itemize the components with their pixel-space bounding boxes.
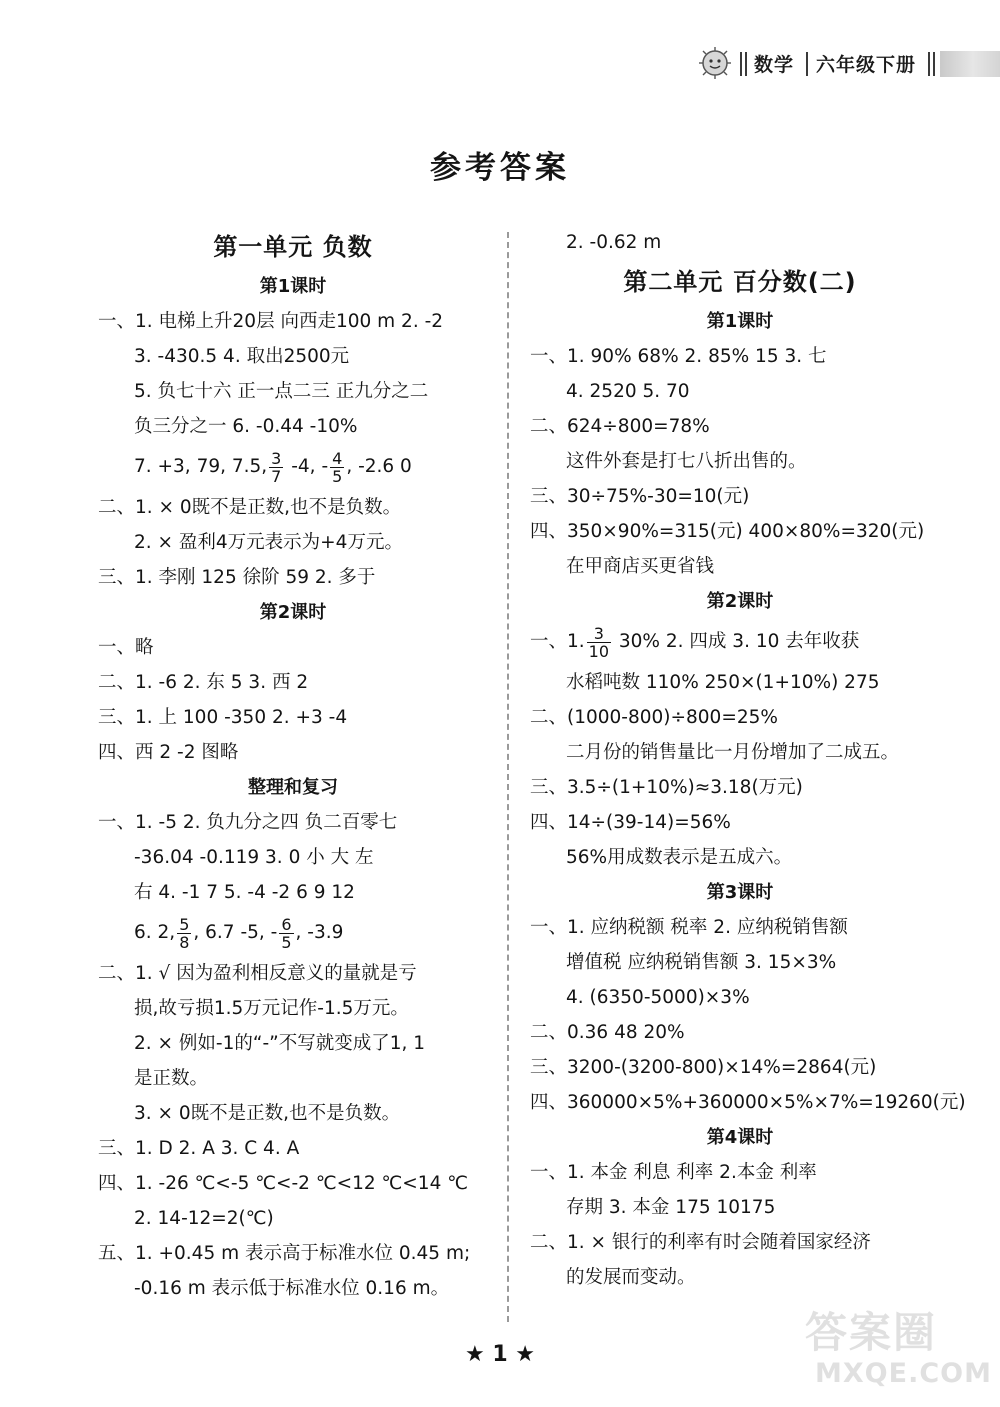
answer-line: 四、14÷(39-14)=56% (530, 812, 731, 833)
fraction (330, 450, 344, 485)
answer-text: 7. +3, 79, 7.5, (134, 456, 268, 477)
answer-line: 这件外套是打七八折出售的。 (566, 451, 807, 472)
answer-line: 56%用成数表示是五成六。 (566, 847, 793, 868)
fraction (177, 916, 191, 951)
page-number: ★ 1 ★ (464, 1342, 536, 1367)
page-title: 参考答案 (430, 150, 570, 186)
answer-line: 3. -430.5 4. 取出2500元 (134, 346, 350, 367)
watermark-logo (805, 1300, 990, 1400)
answer-line: 二、1. × 银行的利率有时会随着国家经济 (530, 1232, 871, 1253)
answer-line: 4. (6350-5000)×3% (566, 987, 750, 1008)
answer-line: 四、1. -26 ℃<-5 ℃<-2 ℃<12 ℃<14 ℃ (98, 1173, 469, 1194)
numerator: 6 (281, 914, 292, 934)
answer-line: 一、略 (98, 637, 154, 658)
answer-line: 二、(1000-800)÷800=25% (530, 707, 778, 728)
denominator: 10 (588, 641, 610, 661)
answer-line: 损,故亏损1.5万元记作-1.5万元。 (134, 998, 409, 1019)
answer-text: , 6.7 -5, - (193, 922, 278, 943)
answer-line: 二、1. √ 因为盈利相反意义的量就是亏 (98, 963, 417, 984)
fraction (587, 625, 611, 660)
denominator: 7 (271, 466, 282, 486)
answer-line: 四、350×90%=315(元) 400×80%=320(元) (530, 521, 925, 542)
answer-line (98, 910, 488, 956)
lesson-heading: 第2课时 (706, 591, 774, 612)
unit-title: 第二单元 百分数(二) (623, 268, 857, 296)
answer-line: 右 4. -1 7 5. -4 -2 6 9 12 (134, 882, 355, 903)
answer-line: 2. × 盈利4万元表示为+4万元。 (134, 532, 403, 553)
numerator: 4 (332, 448, 343, 468)
answer-line: 二、1. -6 2. 东 5 3. 西 2 (98, 672, 309, 693)
answer-text: , -3.9 (295, 922, 344, 943)
answer-line: 增值税 应纳税销售额 3. 15×3% (566, 952, 837, 973)
header-divider (745, 52, 747, 76)
answer-line: 一、1. 本金 利息 利率 2.本金 利率 (530, 1162, 817, 1183)
answer-line: 5. 负七十六 正一点二三 正九分之二 (134, 381, 429, 402)
lesson-heading: 整理和复习 (248, 777, 338, 798)
answer-line: 二、624÷800=78% (530, 416, 710, 437)
column-divider (507, 232, 509, 1322)
answer-line: 二、0.36 48 20% (530, 1022, 685, 1043)
answer-line: 三、30÷75%-30=10(元) (530, 486, 750, 507)
denominator: 5 (281, 932, 292, 952)
mascot-icon (698, 46, 732, 80)
answer-line: 水稻吨数 110% 250×(1+10%) 275 (566, 672, 880, 693)
answer-line: 二、1. × 0既不是正数,也不是负数。 (98, 497, 402, 518)
answer-line: 三、1. D 2. A 3. C 4. A (98, 1138, 300, 1159)
answer-line: 一、1. 90% 68% 2. 85% 15 3. 七 (530, 346, 827, 367)
answer-line: 是正数。 (134, 1068, 209, 1089)
lesson-heading: 第4课时 (706, 1127, 774, 1148)
page-header (670, 40, 1000, 90)
denominator: 8 (179, 932, 190, 952)
fraction (269, 450, 283, 485)
answer-text: 6. 2, (134, 922, 176, 943)
answer-text: -4, - (285, 456, 329, 477)
answer-line: 的发展而变动。 (566, 1267, 696, 1288)
answer-text: , -2.6 0 (346, 456, 412, 477)
unit-title: 第一单元 负数 (213, 233, 373, 261)
answer-text: 一、1. (530, 631, 585, 652)
denominator: 5 (332, 466, 343, 486)
answer-line: 3. × 0既不是正数,也不是负数。 (134, 1103, 401, 1124)
header-divider (740, 52, 742, 76)
header-divider (928, 52, 930, 76)
answer-line: 三、3.5÷(1+10%)≈3.18(万元) (530, 777, 803, 798)
numerator: 3 (271, 448, 282, 468)
left-column (98, 225, 488, 1306)
answer-line: -36.04 -0.119 3. 0 小 大 左 (134, 847, 374, 868)
answer-line: 一、1. -5 2. 负九分之四 负二百零七 (98, 812, 398, 833)
header-divider (933, 52, 935, 76)
answer-line (98, 444, 488, 490)
answer-line (530, 619, 950, 665)
answer-text: 30% 2. 四成 3. 10 去年收获 (613, 631, 860, 652)
answer-line: 一、1. 应纳税额 税率 2. 应纳税销售额 (530, 917, 848, 938)
header-subject: 数学 (754, 54, 795, 76)
answer-line: 二月份的销售量比一月份增加了二成五。 (566, 742, 900, 763)
answer-line: 一、1. 电梯上升20层 向西走100 m 2. -2 (98, 311, 444, 332)
answer-line: -0.16 m 表示低于标准水位 0.16 m。 (134, 1278, 450, 1299)
answer-line: 存期 3. 本金 175 10175 (566, 1197, 776, 1218)
numerator: 3 (587, 625, 611, 643)
header-divider (806, 52, 808, 76)
answer-line: 在甲商店买更省钱 (566, 556, 715, 577)
lesson-heading: 第3课时 (706, 882, 774, 903)
header-grade: 六年级下册 (816, 54, 917, 76)
lesson-heading: 第2课时 (259, 602, 327, 623)
lesson-heading: 第1课时 (259, 276, 327, 297)
fraction (279, 916, 293, 951)
right-column (530, 225, 966, 1295)
answer-line: 三、1. 李刚 125 徐阶 59 2. 多于 (98, 567, 376, 588)
answer-line: 四、360000×5%+360000×5%×7%=19260(元) (530, 1092, 966, 1113)
answer-line: 4. 2520 5. 70 (566, 381, 690, 402)
numerator: 5 (179, 914, 190, 934)
answer-line: 四、西 2 -2 图略 (98, 742, 239, 763)
answer-line: 负三分之一 6. -0.44 -10% (134, 416, 358, 437)
answer-line: 2. × 例如-1的“-”不写就变成了1, 1 (134, 1033, 426, 1054)
answer-line: 2. 14-12=2(℃) (134, 1208, 274, 1229)
lesson-heading: 第1课时 (706, 311, 774, 332)
answer-line: 三、1. 上 100 -350 2. +3 -4 (98, 707, 348, 728)
header-bar (940, 51, 1000, 77)
answer-line: 三、3200-(3200-800)×14%=2864(元) (530, 1057, 877, 1078)
answer-line: 2. -0.62 m (566, 232, 662, 253)
watermark-text: 答案圈 (805, 1308, 938, 1357)
watermark-url: MXQE.COM (815, 1358, 992, 1389)
answer-line: 五、1. +0.45 m 表示高于标准水位 0.45 m; (98, 1243, 471, 1264)
